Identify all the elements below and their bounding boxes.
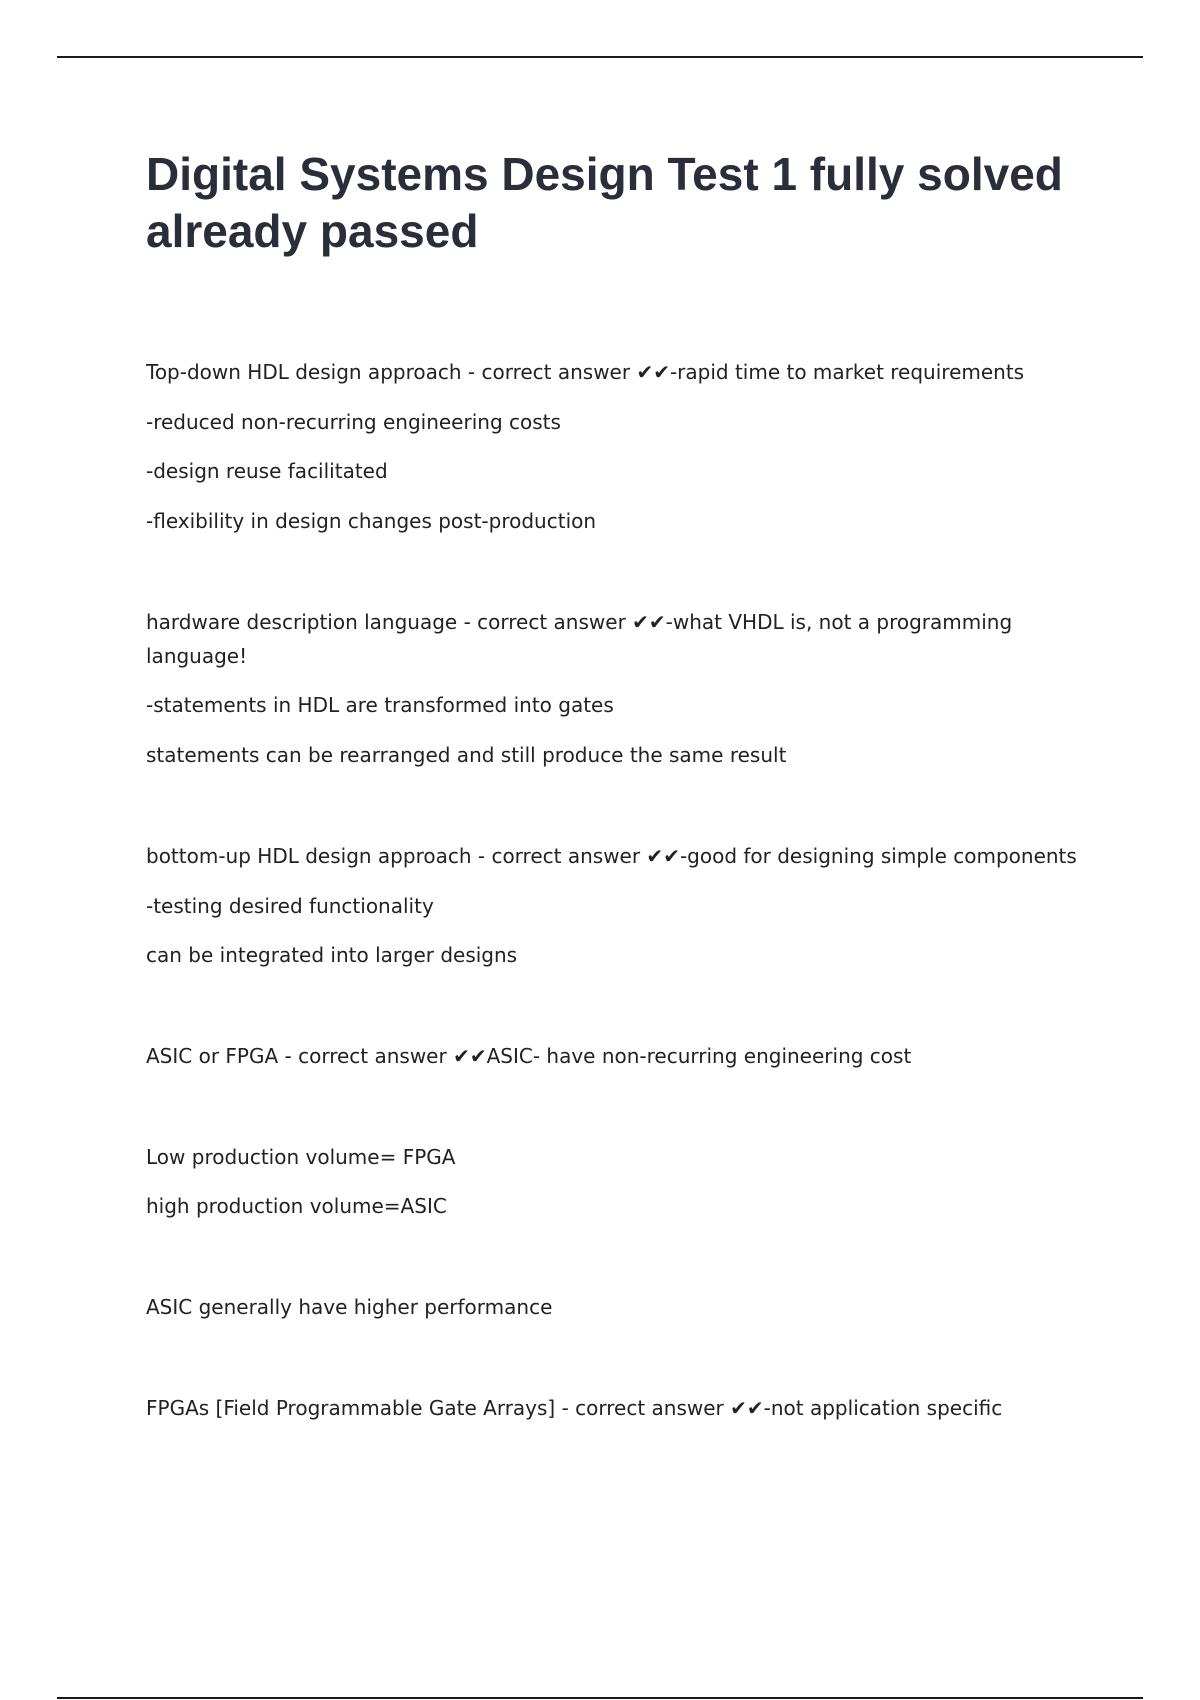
bottom-divider [57,1697,1143,1699]
text-line: -flexibility in design changes post-production [146,509,597,533]
text-line: -reduced non-recurring engineering costs [146,410,561,434]
text-line: ASIC or FPGA - correct answer ✔✔ASIC- have non-recurring engineering cost [146,1044,912,1068]
text-line: hardware description language - correct answer ✔✔-what VHDL is, not a programming language! [146,610,1013,668]
text-line: -statements in HDL are transformed into gates [146,693,614,717]
text-line: high production volume=ASIC [146,1194,447,1218]
page-title: Digital Systems Design Test 1 fully solved already passed [146,148,1063,257]
text-line: can be integrated into larger designs [146,943,518,967]
text-line: bottom-up HDL design approach - correct answer ✔✔-good for designing simple components [146,844,1077,868]
text-line: statements can be rearranged and still produce the same result [146,743,787,767]
text-line: ASIC generally have higher performance [146,1295,553,1319]
text-line: -design reuse facilitated [146,459,388,483]
top-divider [57,56,1143,58]
text-line: FPGAs [Field Programmable Gate Arrays] - correct answer ✔✔-not application specific [146,1396,1003,1420]
text-line: Low production volume= FPGA [146,1145,456,1169]
text-line: Top-down HDL design approach - correct answer ✔✔-rapid time to market requirements [146,360,1025,384]
text-line: -testing desired functionality [146,894,434,918]
